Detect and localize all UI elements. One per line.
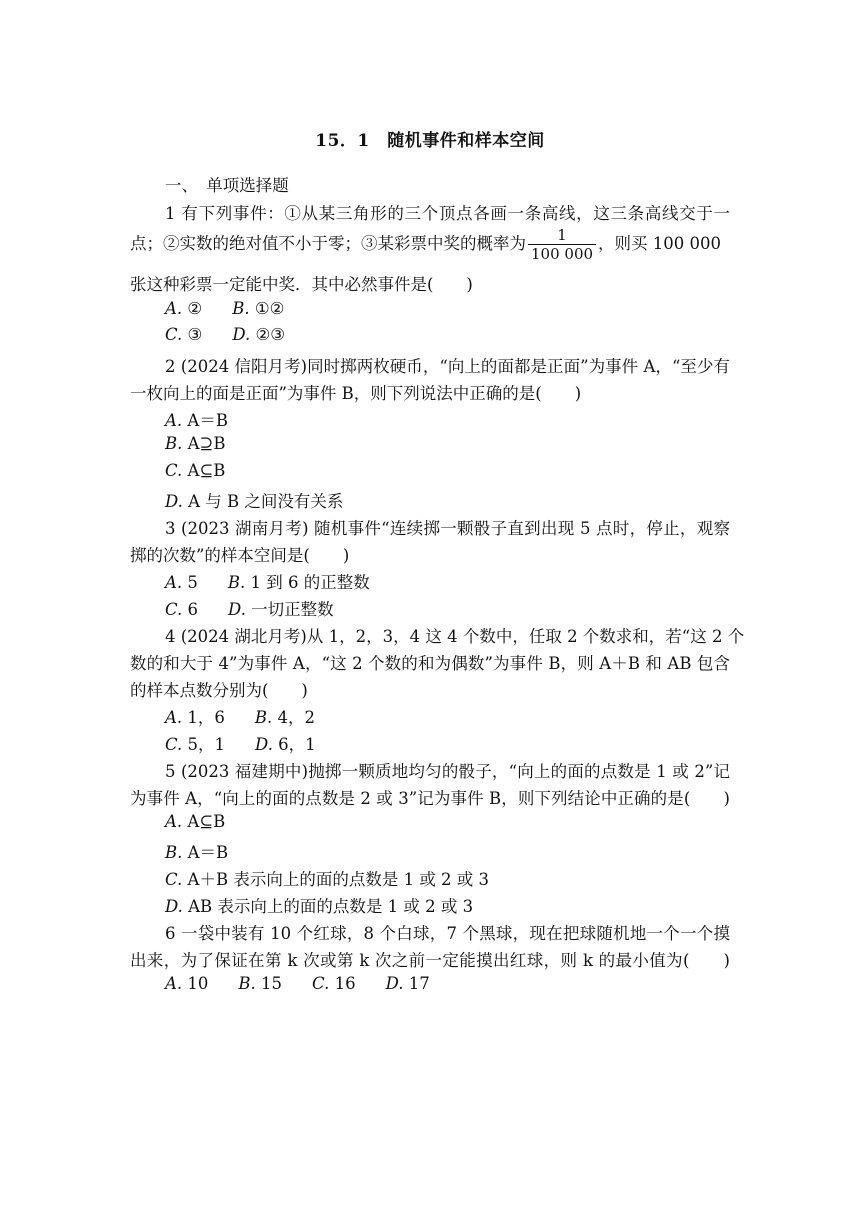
option-letter: D. [255,735,273,754]
option-letter: A. [165,299,183,318]
question-4-line-2: 数的和大于 4”为事件 A，“这 2 个数的和为偶数”为事件 B，则 A＋B 和 AB 包含 [130,654,730,673]
option-letter: C. [165,735,183,754]
question-6-line-1: 6 一袋中装有 10 个红球，8 个白球，7 个黑球，现在把球随机地一个一个摸 [165,924,730,943]
option-text: 16 [329,974,356,993]
question-3-line-1: 3 (2023 湖南月考) 随机事件“连续掷一颗骰子直到出现 5 点时，停止，观察 [165,519,730,538]
question-2-option-a [165,407,228,431]
option-letter: D. [232,325,251,344]
question-6-line-2: 出来，为了保证在第 k 次或第 k 次之前一定能摸出红球，则 k 的最小值为( ) [130,951,730,970]
option-letter: B. [227,573,246,592]
question-5-option-d [165,893,473,917]
option-letter: B. [254,708,273,727]
option-letter: C. [165,600,183,619]
question-4-line-1: 4 (2024 湖北月考)从 1，2，3，4 这 4 个数中，任取 2 个数求和，若“这 2 个 [165,627,745,646]
question-3-options-row-2 [165,596,334,620]
option-letter: B. [165,843,183,862]
question-2-option-d [165,488,343,512]
question-4-line-3: 的样本点数分别为( ) [130,681,308,700]
option-text: 4，2 [272,708,316,727]
option-letter: C. [165,461,183,480]
option-letter: D. [228,600,246,619]
option-text: ③ [182,325,203,344]
option-letter: A. [165,708,183,727]
question-3-options-row-1 [165,569,370,593]
question-1-line-2-end: ，则买 100 000 [598,234,722,253]
option-letter: B. [238,974,256,993]
option-text: A⊇B [182,434,226,453]
option-text: 5，1 [182,735,226,754]
question-3-line-2: 掷的次数”的样本空间是( ) [130,546,350,565]
option-letter: B. [232,299,250,318]
option-text: 一切正整数 [245,600,334,619]
option-text: ②③ [250,325,286,344]
option-text: 10 [182,974,209,993]
option-letter: A. [165,974,183,993]
option-text: 1，6 [182,708,225,727]
option-letter: A. [165,573,183,592]
option-letter: D. [165,897,183,916]
option-text: A⊆B [182,812,226,831]
question-1-options-row-2 [165,325,285,344]
fraction-numerator: 1 [528,226,596,245]
page-title: 15．1 随机事件和样本空间 [315,131,545,151]
option-text: A＝B [182,411,228,430]
option-letter: B. [165,434,183,453]
option-text: A⊆B [182,461,226,480]
option-text: 6 [182,600,199,619]
question-1-line-2 [130,226,730,263]
question-2-line-2: 一枚向上的面是正面”为事件 B，则下列说法中正确的是( ) [130,384,582,403]
question-4-options-row-2 [165,731,316,755]
option-text: 15 [255,974,283,993]
question-2-option-b [165,434,226,453]
fraction-denominator: 100 000 [531,245,594,263]
question-1-options-row-1 [165,299,284,318]
option-text: ①② [249,299,285,318]
option-letter: C. [312,974,330,993]
option-letter: D. [385,974,404,993]
question-1-line-1: 1 有下列事件：①从某三角形的三个顶点各画一条高线，这三条高线交于一 [165,204,730,223]
option-text: ② [182,299,203,318]
option-letter: C. [165,325,183,344]
question-4-options-row-1 [165,704,315,728]
option-text: 6，1 [272,735,316,754]
option-letter: A. [165,411,183,430]
option-text: 5 [182,573,198,592]
question-6-options-row [165,974,430,993]
option-letter: A. [165,812,183,831]
question-5-line-1: 5 (2023 福建期中)抛掷一颗质地均匀的骰子，“向上的面的点数是 1 或 2”记 [165,762,730,781]
option-text: 1 到 6 的正整数 [245,573,370,592]
probability-fraction [528,226,596,263]
option-text: A＝B [182,843,229,862]
question-1-line-3: 张这种彩票一定能中奖．其中必然事件是( ) [130,275,473,294]
option-text: AB 表示向上的面的点数是 1 或 2 或 3 [182,897,474,916]
question-5-option-b [165,839,228,863]
option-text: A 与 B 之间没有关系 [182,492,344,511]
question-1-line-2-start: 点；②实数的绝对值不小于零；③某彩票中奖的概率为 [130,234,526,253]
question-2-option-c [165,461,225,480]
option-text: A＋B 表示向上的面的点数是 1 或 2 或 3 [182,870,490,889]
question-2-line-1: 2 (2024 信阳月考)同时掷两枚硬币，“向上的面都是正面”为事件 A，“至少有 [165,357,730,376]
option-text: 17 [403,974,430,993]
option-letter: D. [165,492,183,511]
section-heading: 一、 单项选择题 [165,176,289,195]
question-5-line-2: 为事件 A，“向上的面的点数是 2 或 3”记为事件 B，则下列结论中正确的是( ) [130,789,730,808]
question-5-option-c [165,866,489,890]
option-letter: C. [165,870,183,889]
question-5-option-a [165,812,225,831]
